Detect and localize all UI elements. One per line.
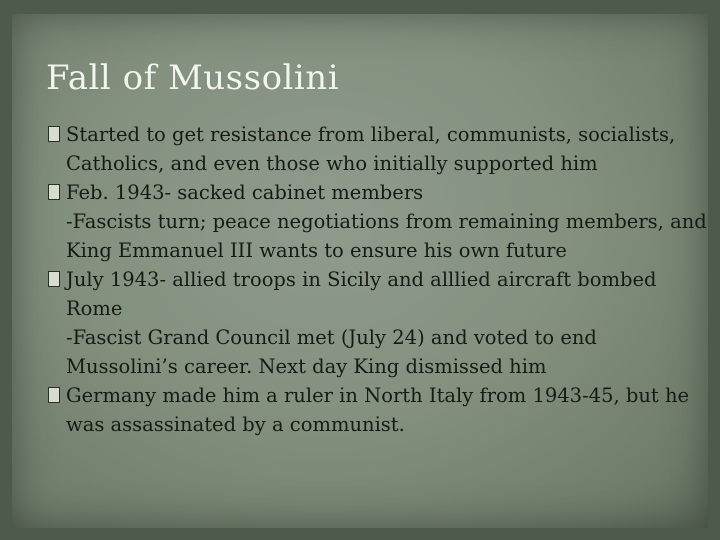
sub-text: -Fascist Grand Council met (July 24) and voted to end Mussolini’s career. Next day King dismissed him <box>66 326 597 378</box>
slide-title: Fall of Mussolini <box>46 58 340 98</box>
bullet-text: Feb. 1943- sacked cabinet members <box>66 181 424 204</box>
bullet-marker-icon <box>48 126 60 142</box>
sub-item <box>48 207 708 265</box>
slide-body <box>48 120 708 439</box>
bullet-text: July 1943- allied troops in Sicily and alllied aircraft bombed Rome <box>66 268 657 320</box>
sub-text: -Fascists turn; peace negotiations from remaining members, and King Emmanuel III wants to ensure his own future <box>66 210 707 262</box>
bullet-item <box>48 178 708 207</box>
bullet-text: Germany made him a ruler in North Italy from 1943-45, but he was assassinated by a communist. <box>66 384 690 436</box>
bullet-item <box>48 381 708 439</box>
bullet-item <box>48 120 708 178</box>
bullet-marker-icon <box>48 184 60 200</box>
bullet-text: Started to get resistance from liberal, communists, socialists, Catholics, and even those who initially supported him <box>66 123 676 175</box>
bullet-marker-icon <box>48 387 60 403</box>
sub-item <box>48 323 708 381</box>
bullet-item <box>48 265 708 323</box>
bullet-marker-icon <box>48 271 60 287</box>
